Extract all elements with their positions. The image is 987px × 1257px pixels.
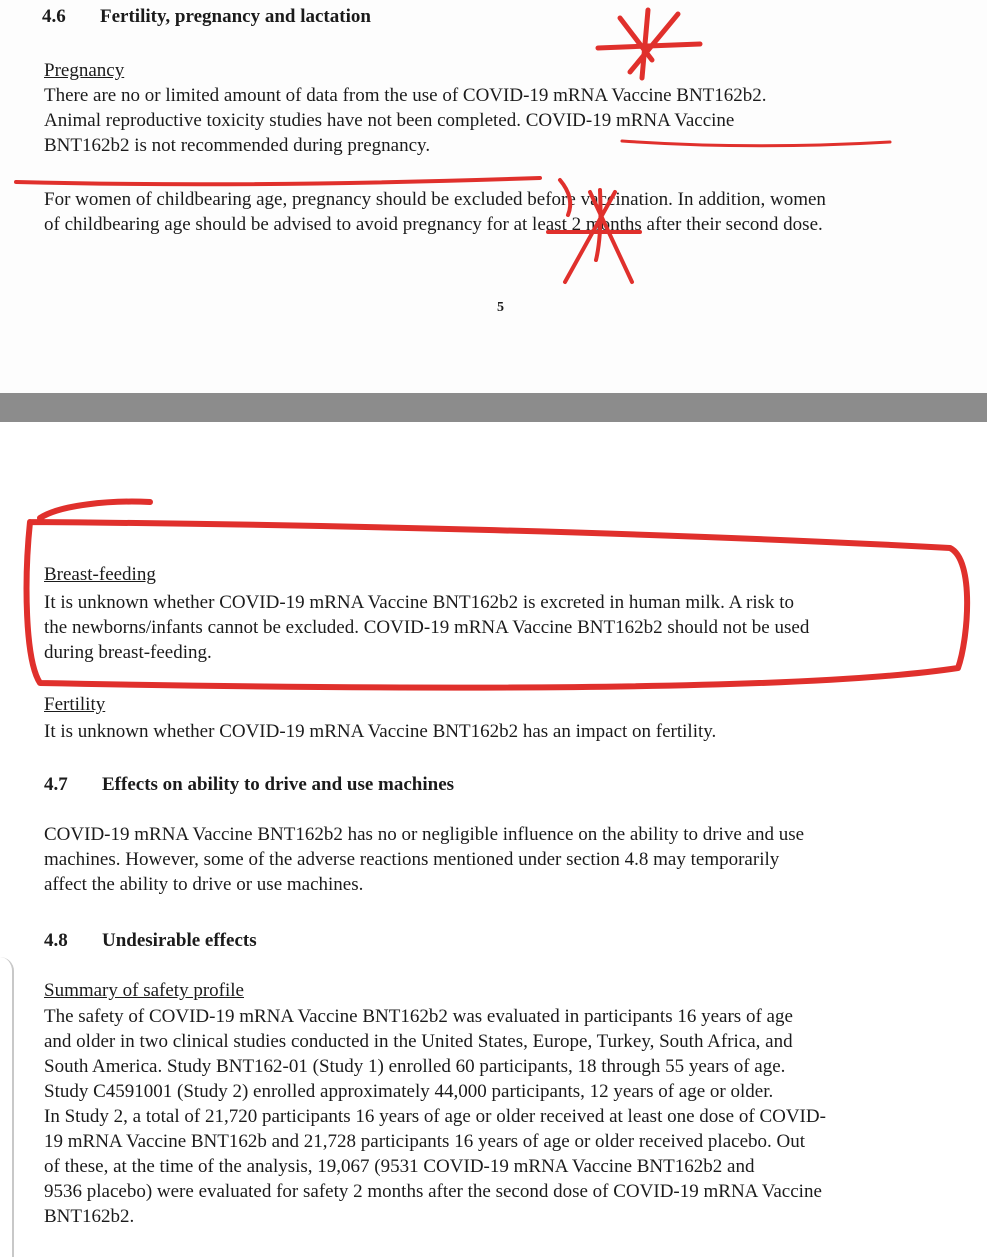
text-line: It is unknown whether COVID-19 mRNA Vaccine BNT162b2 has an impact on fertility. <box>44 721 717 742</box>
women-childbearing-paragraph <box>44 187 826 237</box>
section-4-6-heading <box>42 6 371 28</box>
text-line: In Study 2, a total of 21,720 participants 16 years of age or older received at least one dose of COVID- <box>44 1106 826 1127</box>
breastfeeding-heading: Breast-feeding <box>44 564 156 585</box>
section-title: Undesirable effects <box>102 930 257 951</box>
left-edge-curve <box>0 957 14 1257</box>
fertility-paragraph <box>44 719 716 744</box>
page-number: 5 <box>497 300 504 315</box>
text-line: 19 mRNA Vaccine BNT162b and 21,728 participants 16 years of age or older received placebo. Out <box>44 1131 806 1152</box>
text-line: For women of childbearing age, pregnancy should be excluded before vaccination. In addition, women <box>44 189 826 210</box>
text-line: and older in two clinical studies conducted in the United States, Europe, Turkey, South Africa, and <box>44 1031 793 1052</box>
section-number: 4.6 <box>42 6 66 27</box>
text-line: BNT162b2. <box>44 1206 135 1227</box>
text-line: Animal reproductive toxicity studies have not been completed. COVID-19 mRNA Vaccine <box>44 110 735 131</box>
text-line: COVID-19 mRNA Vaccine BNT162b2 has no or negligible influence on the ability to drive and use <box>44 824 805 845</box>
text-line: The safety of COVID-19 mRNA Vaccine BNT162b2 was evaluated in participants 16 years of age <box>44 1006 793 1027</box>
safety-summary-paragraph <box>44 1004 826 1229</box>
page-separator <box>0 393 987 422</box>
drive-machines-paragraph <box>44 822 804 897</box>
text-line: of these, at the time of the analysis, 19,067 (9531 COVID-19 mRNA Vaccine BNT162b2 and <box>44 1156 755 1177</box>
section-title: Fertility, pregnancy and lactation <box>100 6 371 27</box>
text-line: BNT162b2 is not recommended during pregnancy. <box>44 135 431 156</box>
pregnancy-paragraph <box>44 83 767 158</box>
text-line: during breast-feeding. <box>44 642 212 663</box>
section-4-8-heading <box>44 930 257 952</box>
text-line: There are no or limited amount of data from the use of COVID-19 mRNA Vaccine BNT162b2. <box>44 85 767 106</box>
section-number: 4.8 <box>44 930 68 951</box>
text-line: of childbearing age should be advised to avoid pregnancy for at least 2 months after their second dose. <box>44 214 823 235</box>
text-line: affect the ability to drive or use machines. <box>44 874 364 895</box>
safety-summary-heading: Summary of safety profile <box>44 980 244 1001</box>
text-line: Study C4591001 (Study 2) enrolled approximately 44,000 participants, 12 years of age or older. <box>44 1081 774 1102</box>
fertility-heading: Fertility <box>44 694 106 715</box>
document-page-lower <box>0 422 987 1249</box>
section-4-7-heading <box>44 774 454 796</box>
text-line: South America. Study BNT162-01 (Study 1) enrolled 60 participants, 18 through 55 years of age. <box>44 1056 786 1077</box>
section-number: 4.7 <box>44 774 68 795</box>
text-line: the newborns/infants cannot be excluded. COVID-19 mRNA Vaccine BNT162b2 should not be used <box>44 617 810 638</box>
document-page-upper <box>0 0 987 393</box>
text-line: machines. However, some of the adverse reactions mentioned under section 4.8 may temporarily <box>44 849 780 870</box>
breastfeeding-paragraph <box>44 590 809 665</box>
pregnancy-heading: Pregnancy <box>44 60 125 81</box>
section-title: Effects on ability to drive and use machines <box>102 774 455 795</box>
text-line: It is unknown whether COVID-19 mRNA Vaccine BNT162b2 is excreted in human milk. A risk to <box>44 592 795 613</box>
text-line: 9536 placebo) were evaluated for safety 2 months after the second dose of COVID-19 mRNA Vaccine <box>44 1181 822 1202</box>
